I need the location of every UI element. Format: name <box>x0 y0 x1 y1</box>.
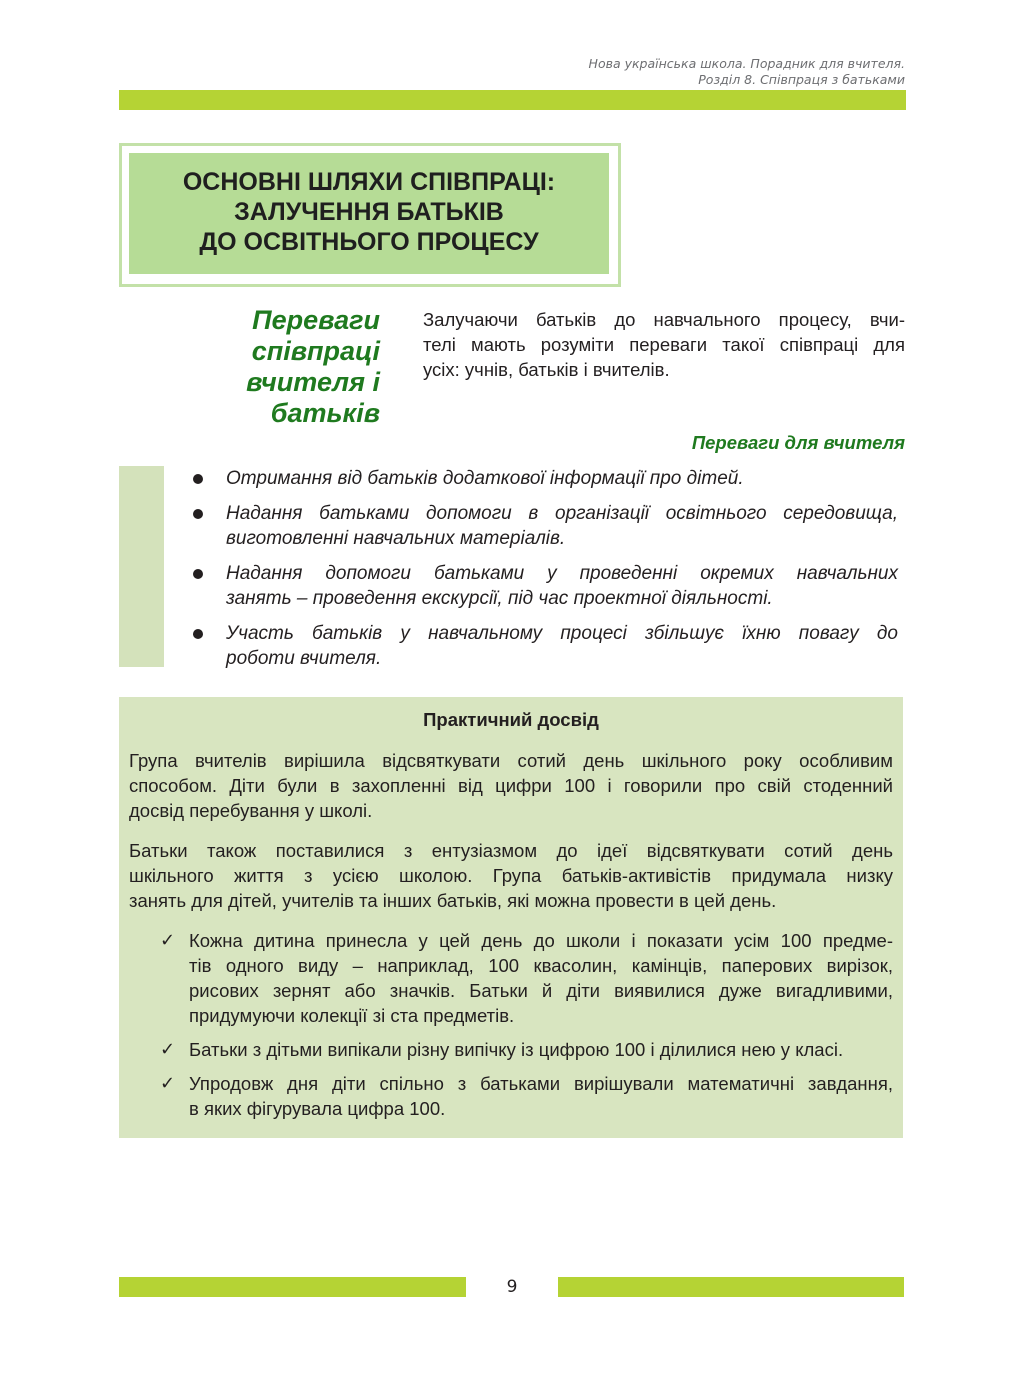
text-line: шкільного життя з усією школою. Група батьків-активістів придумала низку <box>129 865 893 886</box>
text-line: рисових зернят або значків. Батьки й діти виявилися дуже вигадливими, <box>189 980 893 1001</box>
text-line: Батьки також поставилися з ентузіазмом до ідеї відсвяткувати сотий день <box>129 840 893 861</box>
practice-checklist <box>129 928 893 1121</box>
footer-bar-left <box>119 1277 466 1297</box>
check-item <box>129 928 893 1028</box>
benefits-list <box>190 466 898 681</box>
text-line: тів одного виду – наприклад, 100 квасолин, камінців, паперових вирізок, <box>189 955 893 976</box>
side-heading-line: батьків <box>270 398 380 428</box>
text-line: Батьки з дітьми випікали різну випічку із цифрою 100 і ділилися нею у класі. <box>189 1039 844 1060</box>
practice-title: Практичний досвід <box>423 709 599 730</box>
check-item <box>129 1037 893 1062</box>
intro-line: Залучаючи батьків до навчального процесу, вчи- <box>423 309 905 330</box>
running-header-line2: Розділ 8. Співпраця з батьками <box>698 72 905 87</box>
section-title-line2: ЗАЛУЧЕННЯ БАТЬКІВ <box>234 198 504 226</box>
intro-line: телі мають розуміти переваги такої співпраці для <box>423 334 905 355</box>
checkmark-icon: ✓ <box>160 1073 176 1094</box>
section-title-line3: ДО ОСВІТНЬОГО ПРОЦЕСУ <box>199 228 539 256</box>
text-line: в яких фігурувала цифра 100. <box>189 1098 446 1119</box>
text-line: способом. Діти були в захопленні від цифри 100 і говорили про свій стоденний <box>129 775 893 796</box>
bullet-dot-icon <box>193 509 203 519</box>
bullet-dot-icon <box>193 474 203 484</box>
checkmark-icon: ✓ <box>160 1039 176 1060</box>
practice-paragraph-2 <box>129 838 893 913</box>
benefit-item <box>190 501 898 551</box>
section-title-line1: ОСНОВНІ ШЛЯХИ СПІВПРАЦІ: <box>182 168 556 196</box>
footer-bar-right <box>558 1277 904 1297</box>
text-line: Надання допомоги батьками у проведенні окремих навчальних <box>226 563 898 584</box>
page-number: 9 <box>506 1277 518 1297</box>
text-line: Участь батьків у навчальному процесі збільшує їхню повагу до <box>226 623 898 644</box>
side-strip <box>119 466 164 667</box>
intro-line: усіх: учнів, батьків і вчителів. <box>423 359 670 380</box>
text-line: виготовленні навчальних матеріалів. <box>226 528 566 549</box>
text-line: Надання батьками допомоги в організації освітнього середовища, <box>226 503 898 524</box>
check-item <box>129 1071 893 1121</box>
text-line: занять для дітей, учителів та інших батьків, які можна провести в цей день. <box>129 890 777 911</box>
teacher-benefits-subheading: Переваги для вчителя <box>691 432 905 453</box>
top-accent-bar <box>119 90 906 110</box>
benefit-item <box>190 621 898 671</box>
text-line: Група вчителів вирішила відсвяткувати сотий день шкільного року особливим <box>129 750 893 771</box>
text-line: Отримання від батьків додаткової інформації про дітей. <box>226 468 744 489</box>
side-heading <box>180 305 380 429</box>
text-line: Упродовж дня діти спільно з батьками вирішували математичні завдання, <box>189 1073 893 1094</box>
side-heading-line: співпраці <box>251 336 380 366</box>
practice-paragraph-1 <box>129 748 893 823</box>
running-header <box>589 56 905 88</box>
bullet-dot-icon <box>193 569 203 579</box>
benefit-item <box>190 466 898 491</box>
text-line: Кожна дитина принесла у цей день до школи і показати усім 100 предме- <box>189 930 893 951</box>
checkmark-icon: ✓ <box>160 930 176 951</box>
running-header-line1: Нова українська школа. Порадник для вчителя. <box>588 56 905 71</box>
text-line: роботи вчителя. <box>226 648 382 669</box>
text-line: досвід перебування у школі. <box>129 800 373 821</box>
text-line: занять – проведення екскурсії, під час проектної діяльності. <box>226 588 773 609</box>
text-line: придумуючи колекції зі ста предметів. <box>189 1005 515 1026</box>
bullet-dot-icon <box>193 629 203 639</box>
section-title <box>129 167 609 257</box>
side-heading-line: Переваги <box>252 305 380 335</box>
side-heading-line: вчителя і <box>246 367 380 397</box>
benefit-item <box>190 561 898 611</box>
practice-box <box>119 697 903 1138</box>
intro-paragraph <box>423 307 905 382</box>
